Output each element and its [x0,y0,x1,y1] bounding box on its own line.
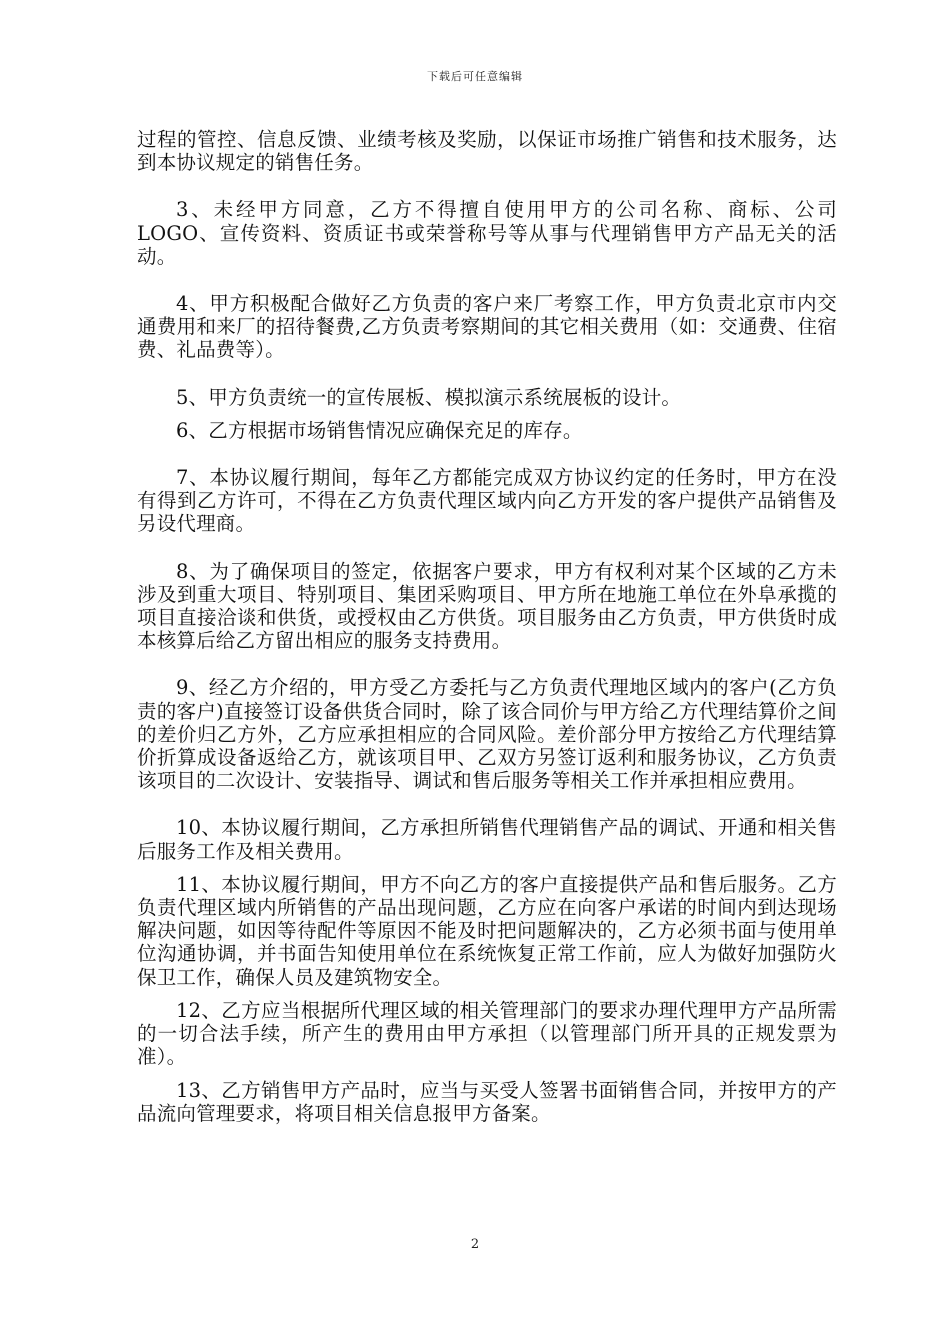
page-header: 下载后可任意编辑 [427,70,523,83]
clause-7: 7、本协议履行期间，每年乙方都能完成双方协议约定的任务时，甲方在没有得到乙方许可，不得在乙方负责代理区域内向乙方开发的客户提供产品销售及另设代理商。 [137,466,837,536]
clause-13: 13、乙方销售甲方产品时，应当与买受人签署书面销售合同，并按甲方的产品流向管理要求，将项目相关信息报甲方备案。 [137,1078,837,1125]
clause-8: 8、为了确保项目的签定，依据客户要求，甲方有权利对某个区域的乙方未涉及到重大项目、特别项目、集团采购项目、甲方所在地施工单位在外阜承揽的项目直接洽谈和供货，或授权由乙方供货。项目服务由乙方负责，甲方供货时成本核算后给乙方留出相应的服务支持费用。 [137,559,837,653]
document-body [137,128,837,1125]
clause-3: 3、未经甲方同意，乙方不得擅自使用甲方的公司名称、商标、公司LOGO、宣传资料、资质证书或荣誉称号等从事与代理销售甲方产品无关的活动。 [137,198,837,268]
clause-6: 6、乙方根据市场销售情况应确保充足的库存。 [176,418,583,442]
clause-9: 9、经乙方介绍的，甲方受乙方委托与乙方负责代理地区域内的客户(乙方负责的客户)直接签订设备供货合同时，除了该合同价与甲方给乙方代理结算价之间的差价归乙方外，乙方应承担相应的合同风险。差价部分甲方按给乙方代理结算价折算成设备返给乙方，就该项目甲、乙双方另签订返利和服务协议，乙方负责该项目的二次设计、安装指导、调试和售后服务等相关工作并承担相应费用。 [137,676,837,793]
clause-10: 10、本协议履行期间，乙方承担所销售代理销售产品的调试、开通和相关售后服务工作及相关费用。 [137,816,837,863]
page-number: 2 [470,1237,480,1252]
clause-5: 5、甲方负责统一的宣传展板、模拟演示系统展板的设计。 [176,385,682,409]
clause-11: 11、本协议履行期间，甲方不向乙方的客户直接提供产品和售后服务。乙方负责代理区域内所销售的产品出现问题，乙方应在向客户承诺的时间内到达现场解决问题，如因等待配件等原因不能及时把问题解决的，乙方必须书面与使用单位沟通协调，并书面告知使用单位在系统恢复正常工作前，应人为做好加强防火保卫工作，确保人员及建筑物安全。 [137,872,837,989]
clause-12: 12、乙方应当根据所代理区域的相关管理部门的要求办理代理甲方产品所需的一切合法手续，所产生的费用由甲方承担（以管理部门所开具的正规发票为准）。 [137,998,837,1069]
paragraph-continuation: 过程的管控、信息反馈、业绩考核及奖励，以保证市场推广销售和技术服务，达到本协议规定的销售任务。 [137,128,837,175]
clause-4: 4、甲方积极配合做好乙方负责的客户来厂考察工作，甲方负责北京市内交通费用和来厂的招待餐费,乙方负责考察期间的其它相关费用（如：交通费、住宿费、礼品费等）。 [137,292,837,362]
